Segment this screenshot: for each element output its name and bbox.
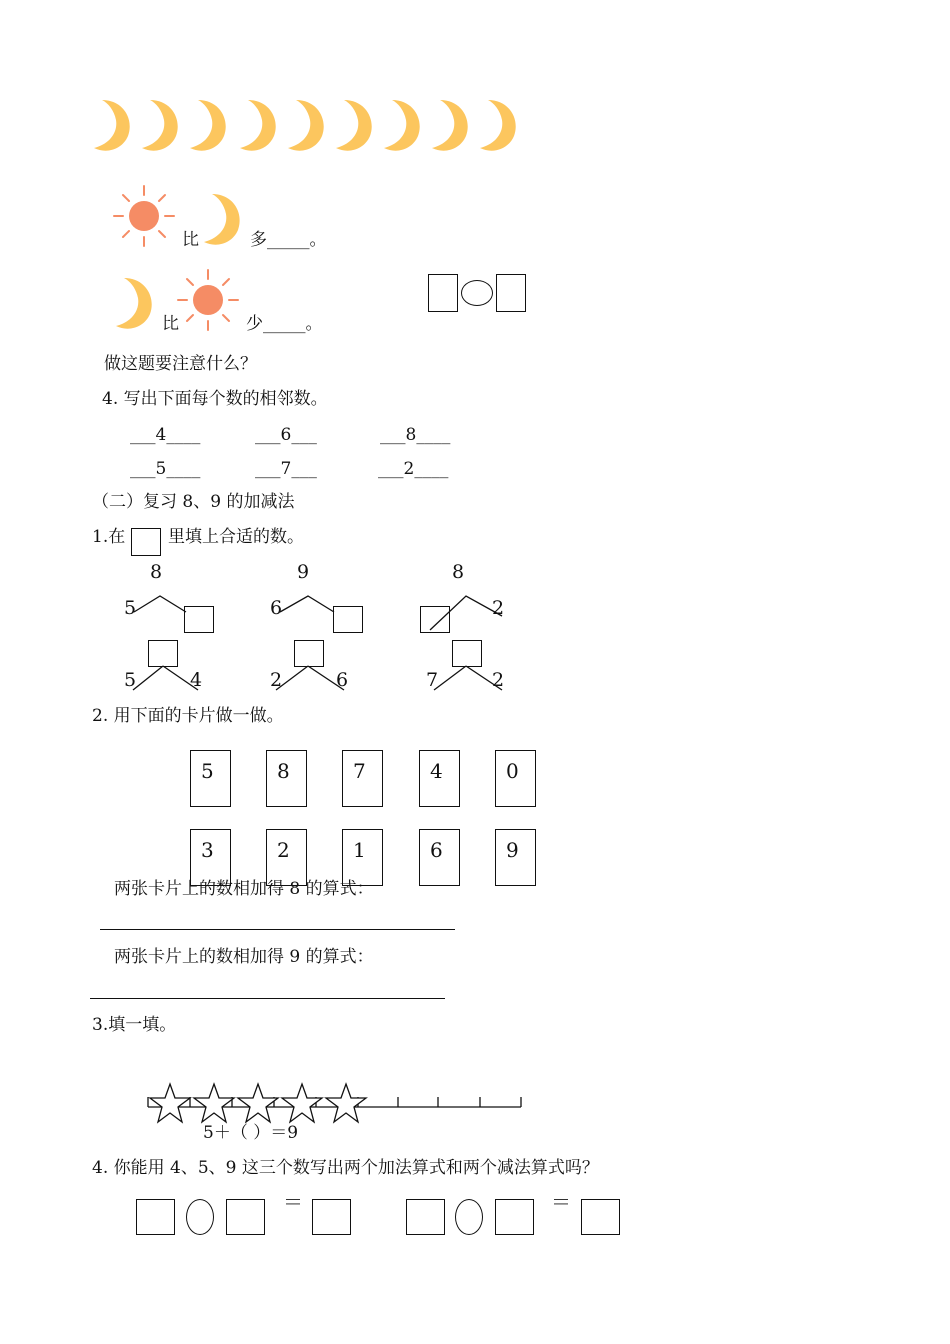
- card-number: 4: [430, 759, 443, 783]
- compare-bi-1: 比: [182, 230, 199, 250]
- number-card[interactable]: [190, 829, 231, 886]
- answer-oval[interactable]: [461, 280, 493, 306]
- answer-box[interactable]: [406, 1199, 445, 1235]
- sun-icon: [176, 268, 240, 332]
- example-box: [131, 528, 161, 556]
- answer-box[interactable]: [226, 1199, 265, 1235]
- answer-box[interactable]: [312, 1199, 351, 1235]
- equals-sign: ＝: [551, 1190, 571, 1214]
- equals-sign: ＝: [283, 1190, 303, 1214]
- s2-title: 2. 用下面的卡片做一做。: [92, 706, 284, 726]
- tree-left: 5: [124, 597, 137, 619]
- s4-title: 4. 你能用 4、5、9 这三个数写出两个加法算式和两个减法算式吗？: [92, 1158, 599, 1178]
- moon-icon: [94, 100, 130, 151]
- tree-left: 6: [270, 597, 283, 619]
- number-card[interactable]: [495, 750, 536, 807]
- answer-box[interactable]: [496, 274, 526, 312]
- card-number: 9: [506, 838, 519, 862]
- number-card[interactable]: [266, 750, 307, 807]
- moon-icon: [190, 100, 226, 151]
- answer-box[interactable]: [428, 274, 458, 312]
- s3-title: 3.填一填。: [92, 1015, 177, 1035]
- number-card[interactable]: [419, 750, 460, 807]
- number-card[interactable]: [419, 829, 460, 886]
- bond-box[interactable]: [333, 606, 363, 633]
- bond-box[interactable]: [184, 606, 214, 633]
- s1-title-prefix: 1.在: [92, 527, 126, 547]
- number-line: [140, 1080, 540, 1130]
- card-number: 2: [277, 838, 290, 862]
- split-right: 6: [336, 669, 349, 691]
- moon-icon: [114, 276, 158, 332]
- moon-row: [92, 98, 532, 154]
- neighbour-item[interactable]: ___4____: [130, 425, 201, 445]
- moon-icon: [142, 100, 178, 151]
- neighbour-item[interactable]: ___8____: [380, 425, 451, 445]
- card-number: 0: [506, 759, 519, 783]
- answer-oval[interactable]: [455, 1199, 483, 1235]
- tree-top: 9: [297, 561, 310, 583]
- card-number: 7: [353, 759, 366, 783]
- moon-icon: [288, 100, 324, 151]
- split-right: 2: [492, 669, 505, 691]
- split-left: 5: [124, 669, 137, 691]
- star-icon: [238, 1084, 278, 1122]
- moon-icon: [480, 100, 516, 151]
- split-left: 7: [426, 669, 439, 691]
- card-number: 3: [201, 838, 214, 862]
- neighbour-item[interactable]: ___7___: [255, 459, 317, 479]
- card-number: 6: [430, 838, 443, 862]
- compare-question: 做这题要注意什么？: [104, 354, 257, 374]
- moon-icon: [336, 100, 372, 151]
- star-icon: [150, 1084, 190, 1122]
- tree-top: 8: [150, 561, 163, 583]
- number-card[interactable]: [266, 829, 307, 886]
- answer-oval[interactable]: [186, 1199, 214, 1235]
- s3-equation[interactable]: 5＋（ ）＝9: [203, 1123, 299, 1143]
- compare-duo-blank[interactable]: 多_____。: [250, 230, 327, 250]
- split-right: 4: [190, 669, 203, 691]
- star-icon: [326, 1084, 366, 1122]
- moon-icon: [240, 100, 276, 151]
- card-number: 5: [201, 759, 214, 783]
- bond-box[interactable]: [148, 640, 178, 667]
- answer-line-9[interactable]: [90, 998, 445, 999]
- moon-row-svg: [92, 98, 532, 154]
- bond-box[interactable]: [452, 640, 482, 667]
- neighbour-item[interactable]: ___5____: [130, 459, 201, 479]
- answer-box[interactable]: [136, 1199, 175, 1235]
- moon-icon: [384, 100, 420, 151]
- answer-line-8[interactable]: [100, 929, 455, 930]
- answer-box[interactable]: [581, 1199, 620, 1235]
- split-left: 2: [270, 669, 283, 691]
- star-icon: [282, 1084, 322, 1122]
- q4-title: 4. 写出下面每个数的相邻数。: [102, 389, 328, 409]
- neighbour-item[interactable]: ___2____: [378, 459, 449, 479]
- prompt-sum-9: 两张卡片上的数相加得 9 的算式：: [114, 947, 374, 967]
- moon-icon: [202, 192, 246, 248]
- number-card[interactable]: [190, 750, 231, 807]
- number-card[interactable]: [342, 829, 383, 886]
- neighbour-item[interactable]: ___6___: [255, 425, 317, 445]
- number-card[interactable]: [342, 750, 383, 807]
- bond-box[interactable]: [294, 640, 324, 667]
- sun-icon: [112, 184, 176, 248]
- section2-title: （二）复习 8、9 的加减法: [92, 492, 295, 512]
- star-icon: [194, 1084, 234, 1122]
- compare-shao-blank[interactable]: 少_____。: [246, 314, 323, 334]
- answer-box[interactable]: [495, 1199, 534, 1235]
- number-card[interactable]: [495, 829, 536, 886]
- moon-icon: [432, 100, 468, 151]
- prompt-sum-8: 两张卡片上的数相加得 8 的算式：: [114, 879, 374, 899]
- card-number: 1: [353, 838, 366, 862]
- card-number: 8: [277, 759, 290, 783]
- tree-right: 2: [492, 597, 505, 619]
- tree-top: 8: [452, 561, 465, 583]
- s1-title-suffix: 里填上合适的数。: [168, 527, 304, 547]
- compare-bi-2: 比: [162, 314, 179, 334]
